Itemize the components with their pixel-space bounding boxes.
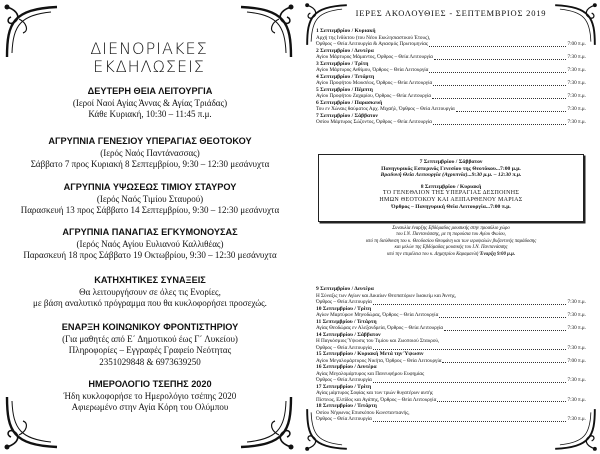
event-heading: ΕΝΑΡΞΗ ΚΟΙΝΩΝΙΚΟΥ ΦΡΟΝΤΙΣΤΗΡΙΟΥ <box>61 322 239 332</box>
dot-leader <box>433 84 566 86</box>
entry-time: 7:30 π.μ. <box>567 416 586 422</box>
entry-date: 7 Σεπτεμβρίου / Σάββατον <box>316 112 378 119</box>
event-line: με βάση αναλυτικό πρόγραμμα που θα κυκλοφορήσει προσεχώς. <box>33 298 267 308</box>
feast-date: 8 Σεπτεμβρίου / Κυριακή <box>420 183 482 190</box>
left-panel <box>0 0 298 454</box>
dot-leader <box>444 329 566 331</box>
schedule-entry <box>316 351 586 364</box>
entry-text: Του εν Χώναις θαύματος Αρχ. Μιχαήλ, Όρθρος – Θεία Λειτουργία <box>316 106 455 112</box>
event-block <box>20 275 280 310</box>
feast-title: ΤΟ ΓΕΝΕΘΛΙΟΝ ΤΗΣ ΥΠΕΡΑΓΙΑΣ ΔΕΣΠΟΙΝΗΣ <box>382 190 520 197</box>
schedule-entry <box>316 403 586 423</box>
entry-date: 2 Σεπτεμβρίου / Δευτέρα <box>316 47 374 54</box>
event-line: (Για μαθητές από Ε΄ Δημοτικού έως Γ΄ Λυκείου) <box>62 333 238 344</box>
event-line: Πληροφορίες – Εγγραφές Γραφείο Νεότητας <box>68 345 232 355</box>
entry-time: 7:30 π.μ. <box>567 344 586 351</box>
entry-text: Όρθρος – Θεία Λειτουργία & Αγιασμός Πρωτομηνίας <box>316 41 428 47</box>
entry-time: 7:30 π.μ. <box>567 54 586 60</box>
entry-date: 5 Σεπτεμβρίου / Πέμπτη <box>316 86 373 93</box>
event-line: Ήδη κυκλοφορήσε το Ημερολόγιο τσέπης 2020 <box>63 390 237 401</box>
schedule-entry <box>316 306 586 319</box>
event-line: (Ιερός Ναός Τιμίου Σταυρού) <box>96 193 204 204</box>
schedule-entry <box>316 28 586 48</box>
note-line: και μελών της Εβδόμαδας μουσικής του Ι.Ν. Παντανάσσης <box>394 245 508 251</box>
event-heading: ΑΓΡΥΠΝΙΑ ΠΑΝΑΓΙΑΣ ΕΓΚΥΜΟΝΟΥΣΑΣ <box>62 227 238 237</box>
feast-box <box>318 154 584 222</box>
schedule-entry <box>316 364 586 384</box>
dot-leader <box>373 420 567 422</box>
concert-note <box>332 226 570 258</box>
left-title <box>0 40 298 76</box>
entry-date: 3 Σεπτεμβρίου / Τρίτη <box>316 60 369 67</box>
right-panel <box>302 0 600 454</box>
schedule-entry <box>316 332 586 352</box>
entry-text: Αγίου Μεγαλομάρτυρος Νικήτα, Όρθρος – Θεία Λειτουργία <box>316 357 442 364</box>
event-phone: 2351029848 & 6973639250 <box>99 356 201 367</box>
entry-text: Όρθρος – Θεία Λειτουργία <box>316 416 372 422</box>
entry-date: 4 Σεπτεμβρίου / Τετάρτη <box>316 73 375 80</box>
title-line-2: ΕΚΔΗΛΩΣΕΙΣ <box>93 57 205 76</box>
entry-time: 7:00 π.μ. <box>567 41 586 47</box>
entry-text: Αγίας Θεοδώρας εν Αλεξανδρεία, Όρθρος – Θεία Λειτουργία <box>316 325 444 331</box>
note-line-text: υπό την επιμέλεια του κ. Δημητρίου Καραμανλή <box>386 251 479 257</box>
schedule-entry <box>316 87 586 100</box>
entry-time: 7:30 π.μ. <box>567 106 586 112</box>
schedule-entry <box>316 384 586 404</box>
schedule-entry <box>316 100 586 113</box>
entry-date: 6 Σεπτεμβρίου / Παρασκευή <box>316 99 383 106</box>
dot-leader <box>373 381 567 383</box>
dot-leader <box>433 123 566 125</box>
entry-text: Αγίου Μάρτυρος Μάμαντος, Όρθρος – Θεία Λειτουργία <box>316 54 434 60</box>
entry-time: 7:30 π.μ. <box>567 396 586 403</box>
event-heading: ΚΑΤΗΧΗΤΙΚΕΣ ΣΥΝΑΞΕΙΣ <box>94 275 206 285</box>
schedule-list-top <box>316 28 586 126</box>
entry-row <box>316 119 586 126</box>
entry-time: 7:30 π.μ. <box>567 299 586 305</box>
schedule-entry <box>316 61 586 74</box>
event-block <box>20 322 280 368</box>
feast-date: 7 Σεπτεμβρίου / Σάββατον <box>419 159 483 165</box>
schedule-list-bottom <box>316 286 586 423</box>
entry-date: 14 Σεπτεμβρίου / Σάββατον <box>316 331 381 338</box>
entry-time: 7:30 π.μ. <box>567 93 586 99</box>
entry-date: 18 Σεπτεμβρίου / Τετάρτη <box>316 403 377 409</box>
event-line: (Ιερός Ναός Παντάνασσας) <box>100 147 200 158</box>
event-block <box>20 379 280 414</box>
schedule-entry <box>316 319 586 332</box>
schedule-entry <box>316 113 586 126</box>
entry-time: 7:30 π.μ. <box>567 312 586 318</box>
entry-text: Όρθρος – Θεία Λειτουργία <box>316 377 372 383</box>
dot-leader <box>439 316 566 318</box>
entry-text: Όρθρος – Θεία Λειτουργία <box>316 299 372 305</box>
entry-time: 7:30 π.μ. <box>567 80 586 86</box>
entry-date: 15 Σεπτεμβρίου / Κυριακή Μετά την Ύψωσιν <box>316 351 424 357</box>
entry-date: 10 Σεπτεμβρίου / Τρίτη <box>316 305 372 312</box>
entry-time: 7:30 π.μ. <box>567 325 586 331</box>
entry-text: Αγίου Προφήτου Μωυσέως, Όρθρος – Θεία Λειτουργία <box>316 80 433 86</box>
entry-date: 11 Σεπτεμβρίου / Τετάρτη <box>316 318 377 325</box>
entry-text: Αρχή της Ινδίκτου (του Νέου Εκκλησιαστικού Έτους), <box>316 34 431 41</box>
entry-text: Αγίας μάρτυρος Σοφίας και των τριών θυγατέρων αυτής <box>316 390 433 396</box>
entry-text: Αγίων Μαρτύρων Μηνοδώρας, Όρθρος – Θεία Λειτουργία <box>316 312 439 318</box>
event-line: (Ιερός Ναός Αγίου Ευλιανού Καλλιθέας) <box>76 238 224 249</box>
entry-row <box>316 416 586 423</box>
entry-text: Πίστεως, Ελπίδος και Αγάπης, Όρθρος – Θεία Λειτουργία <box>316 396 437 403</box>
event-line: Αφιερωμένο στην Αγία Κόρη του Ολύμπου <box>71 402 229 412</box>
event-block <box>20 136 280 171</box>
event-block <box>20 182 280 217</box>
entry-text: Οσίου Μάρτυρος Σώζοντος, Όρθρος – Θεία Λειτουργία <box>316 119 433 125</box>
entry-text: Όρθρος – Θεία Λειτουργία <box>316 344 372 351</box>
event-heading: ΑΓΡΥΠΝΙΑ ΥΨΩΣΕΩΣ ΤΙΜΙΟΥ ΣΤΑΥΡΟΥ <box>63 182 237 192</box>
event-heading: ΗΜΕΡΟΛΟΓΙΟ ΤΣΕΠΗΣ 2020 <box>88 379 212 389</box>
entry-date: 16 Σεπτεμβρίου / Δευτέρα <box>316 364 377 370</box>
schedule-entry <box>316 74 586 87</box>
entry-text: Αγίας Μεγαλομάρτυρος και Πανευφήμου Ευφημίας <box>316 370 425 377</box>
schedule-header: ΙΕΡΕΣ ΑΚΟΛΟΥΘΙΕΣ - ΣΕΠΤΕΜΒΡΙΟΣ 2019 <box>355 8 547 18</box>
note-start-time: Έναρξη 9:00 μ.μ. <box>479 251 516 257</box>
title-line-1: ΔΙΕΝΟΡΙΑΚΕΣ <box>90 39 208 58</box>
dot-leader <box>429 45 567 47</box>
entry-date: 9 Σεπτεμβρίου / Δευτέρα <box>316 286 374 292</box>
event-line: Κάθε Κυριακή, 10:30 – 11:45 π.μ. <box>88 109 212 119</box>
dot-leader <box>432 97 566 99</box>
dot-leader <box>434 58 566 60</box>
schedule-entry <box>316 286 586 306</box>
dot-leader <box>373 348 567 350</box>
entry-text: Η Παγκόσμιος Ύψωσις του Τιμίου και Ζωοποιού Σταυρού, <box>316 338 440 344</box>
dot-leader <box>373 303 567 305</box>
entry-time: 7:00 π.μ. <box>567 357 586 364</box>
feast-title: ΗΜΩΝ ΘΕΟΤΟΚΟΥ ΚΑΙ ΑΕΙΠΑΡΘΕΝΟΥ ΜΑΡΙΑΣ <box>379 196 523 203</box>
event-heading: ΔΕΥΤΕΡΗ ΘΕΙΑ ΛΕΙΤΟΥΡΓΙΑ <box>87 86 213 96</box>
event-heading: ΑΓΡΥΠΝΙΑ ΓΕΝΕΣΙΟΥ ΥΠΕΡΑΓΙΑΣ ΘΕΟΤΟΚΟΥ <box>48 136 252 146</box>
entry-text: Οσίου Νήφωνος Επισκόπου Κωνσταντιανής, <box>316 409 410 416</box>
schedule-entry <box>316 48 586 61</box>
note-line: Συναυλία έναρξης Εβδόμαδος μουσικής στην προαύλιο χώρο <box>392 226 510 231</box>
event-line: Παρασκευή 13 προς Σάββατο 14 Σεπτεμβρίου, 9:30 – 12:30 μεσάνυχτα <box>20 205 280 215</box>
event-line: Θα λειτουργήσουν σε όλες τις Ενορίες, <box>79 286 221 297</box>
entry-text: Αγίου Μάρτυρος Ανθίμου, Όρθρος – Θεία Λειτουργία <box>316 67 429 73</box>
dot-leader <box>442 361 566 363</box>
entry-date: 17 Σεπτεμβρίου / Τρίτη <box>316 383 372 390</box>
entry-time: 7:30 π.μ. <box>567 377 586 383</box>
dot-leader <box>429 71 566 73</box>
event-block <box>20 86 280 121</box>
note-line <box>332 252 570 258</box>
note-line: υπό τη διεύθυνση του κ. Θεοδοσίου Θεοφάνη και των ιεροψαλών βυζαντινής παράδοσης <box>365 238 537 244</box>
entry-time: 7:30 π.μ. <box>567 67 586 73</box>
dot-leader <box>437 400 566 402</box>
event-line: Σάββατο 7 προς Κυριακή 8 Σεπτεμβρίου, 9:30 – 12:30 μεσάνυχτα <box>30 159 270 169</box>
event-line: Παρασκευή 18 προς Σάββατο 19 Οκτωβρίου, 9:30 – 12:30 μεσάνυχτα <box>23 250 277 260</box>
note-line: του Ι.Ν. Παντανάσσης, με τη πορούσια του Αγίου Φωίου, <box>396 232 506 238</box>
feast-line: Πανηγυρικός Εσπερινός Γενεσίου της Θεοτόκου...7:00 μ.μ. <box>381 165 521 172</box>
entry-date: 1 Σεπτεμβρίου / Κυριακή <box>316 28 376 34</box>
entry-time: 7:30 π.μ. <box>567 119 586 125</box>
entry-text: Η Σύναξις των Αγίων και Δικαίων Θεοπατόρων Ιωακείμ και Άννης, <box>316 292 457 299</box>
event-line: (Ιεροί Ναοί Αγίας Άννας & Αγίας Τριάδας) <box>72 97 228 108</box>
feast-line: Βραδυνή Θεία Λειτουργία (Αγρυπνία)...9:30 μ.μ. – 12:30 π.μ. <box>380 172 522 179</box>
feast-line: Όρθρος – Πανηγυρική Θεία Λειτουργία...7:00 π.μ. <box>391 203 511 210</box>
entry-text: Αγίου Προφήτου Ζαχαρίου, Όρθρος – Θεία Λειτουργία <box>316 93 432 99</box>
dot-leader <box>456 110 567 112</box>
event-block <box>20 227 280 262</box>
